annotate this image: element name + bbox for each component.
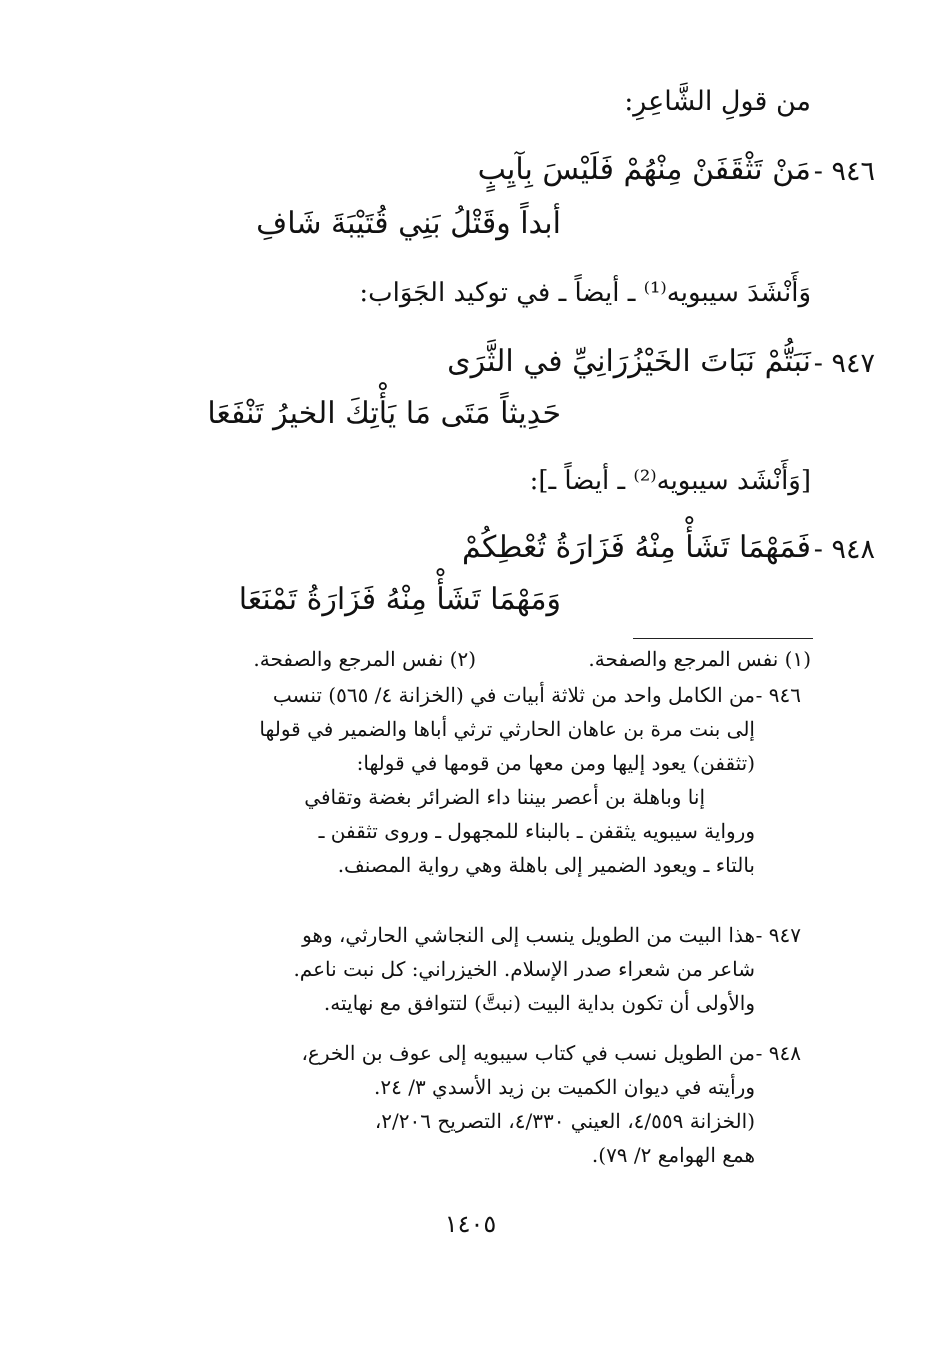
intro-line: من قولِ الشَّاعِرِ: xyxy=(624,86,811,117)
footnote-separator xyxy=(633,638,813,639)
note-line: (الخزانة ٤/٥٥٩، العيني ٤/٣٣٠، التصريح ٢/٢٠٦، xyxy=(374,1109,755,1133)
verse-first-hemistich: مَنْ تَثْقَفَنْ مِنْهُمْ فَلَيْسَ بِآيِبٍ xyxy=(477,152,811,187)
verse-second-hemistich: حَدِيثاً مَتَى مَا يَأْتِكَ الخيرُ تَنْفَعَا xyxy=(207,396,561,431)
verse-first-hemistich: فَمَهْمَا تَشَأْ مِنْهُ فَزَارَةُ تُعْطِكُمْ xyxy=(462,530,811,565)
note-number: ٩٤٦ - xyxy=(755,683,801,707)
footnote-2: (٢) نفس المرجع والصفحة. xyxy=(253,647,476,671)
footnote-note xyxy=(141,678,801,882)
footnote-note xyxy=(141,1036,801,1172)
verse-first-hemistich: نَبَتُّمْ نَبَاتَ الخَيْزُرَانِيِّ في الثَّرَى xyxy=(447,344,811,379)
note-line: ورأيته في ديوان الكميت بن زيد الأسدي ٣/ ٢٤. xyxy=(374,1075,755,1099)
footnote-note xyxy=(141,918,801,1020)
note-line: شاعر من شعراء صدر الإسلام. الخيزراني: كل نبت ناعم. xyxy=(293,957,755,981)
page-number: ١٤٠٥ xyxy=(444,1210,497,1238)
note-line: من الكامل واحد من ثلاثة أبيات في (الخزانة ٤/ ٥٦٥) تنسب xyxy=(272,683,755,707)
transition-line: [وَأَنْشَد سيبويه⁽²⁾ ـ أيضاً ـ]: xyxy=(529,466,811,496)
note-number: ٩٤٨ - xyxy=(755,1041,801,1065)
note-line: إلى بنت مرة بن عاهان الحارثي ترثي أباها والضمير في قولها xyxy=(259,717,755,741)
note-line: بالتاء ـ ويعود الضمير إلى باهلة وهي رواية المصنف. xyxy=(337,853,755,877)
verse-number: ٩٤٨ - xyxy=(813,534,875,565)
note-line: (تثقفن) يعود إليها ومن معها من قومها في قولها: xyxy=(356,751,755,775)
verse-second-hemistich: أبداً وقَتْلُ بَنِي قُتَيْبَةَ شَافِ xyxy=(256,206,561,241)
note-line: همع الهوامع ٢/ ٧٩). xyxy=(591,1143,755,1167)
verse-second-hemistich: وَمَهْمَا تَشَأْ مِنْهُ فَزَارَةُ تَمْنَعَا xyxy=(238,582,561,617)
note-line: هذا البيت من الطويل ينسب إلى النجاشي الحارثي، وهو xyxy=(302,923,755,947)
verse-number: ٩٤٧ - xyxy=(813,348,875,379)
note-line: من الطويل نسب في كتاب سيبويه إلى عوف بن الخرع، xyxy=(301,1041,755,1065)
note-line: والأولى أن تكون بداية البيت (نبتَّ) لتتوافق مع نهايته. xyxy=(323,991,755,1015)
transition-line: وَأَنْشَدَ سيبويه⁽¹⁾ ـ أيضاً ـ في توكيد الجَوَاب: xyxy=(359,278,811,308)
note-line: إنا وباهلة بن أعصر بيننا داء الضرائر بغضة وتقافي xyxy=(304,785,705,809)
verse-number: ٩٤٦ - xyxy=(813,156,875,187)
note-line: ورواية سيبويه يثقفن ـ بالبناء للمجهول ـ وروى تثقفن ـ xyxy=(318,819,755,843)
footnote-1: (١) نفس المرجع والصفحة. xyxy=(588,647,811,671)
note-number: ٩٤٧ - xyxy=(755,923,801,947)
